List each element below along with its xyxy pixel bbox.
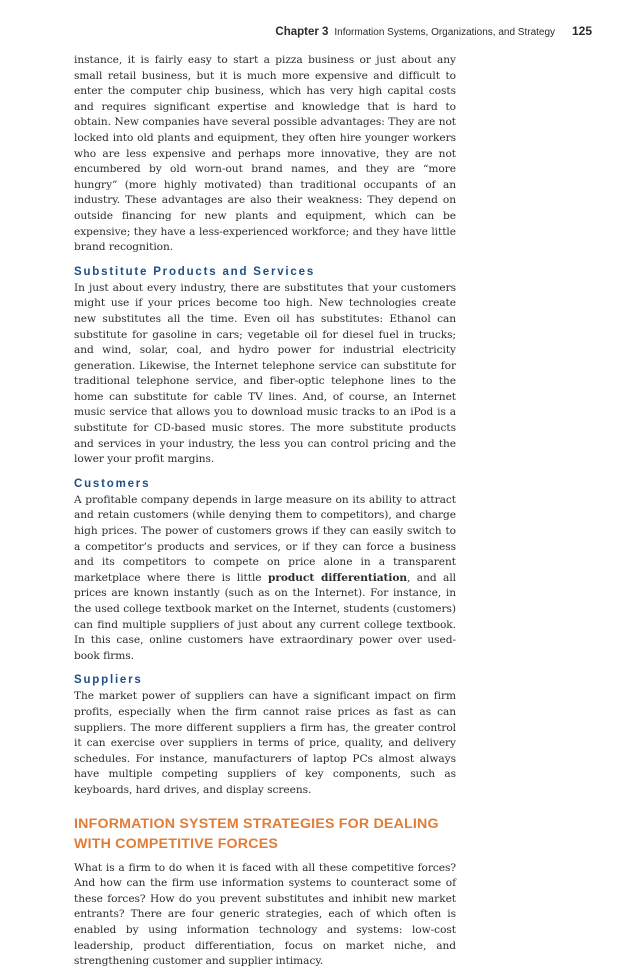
chapter-title: Information Systems, Organizations, and Strategy	[334, 27, 556, 38]
strategies-section-heading: INFORMATION SYSTEM STRATEGIES FOR DEALING WITH COMPETITIVE FORCES	[74, 815, 439, 852]
customers-heading: Customers	[74, 477, 151, 490]
suppliers-paragraph: The market power of suppliers can have a significant impact on firm profits, especially when the firm cannot raise prices as fast as can suppliers. The more different suppliers a firm has, the greater control it can exercise over suppliers in terms of price, quality, and delivery schedules. For instance, manufacturers of laptop PCs almost always have multiple competing suppliers of key components, such as keyboards, hard drives, and display screens.	[74, 690, 456, 796]
suppliers-heading: Suppliers	[74, 674, 143, 687]
customers-text-before: A profitable company depends in large measure on its ability to attract and retain customers (while denying them to competitors), and charge high prices. The power of customers grows if they can easily switch to a competitor’s products and services, or if they can force a business and its competitors to compete on price alone in a transparent marketplace where there is little	[74, 493, 456, 584]
customers-paragraph	[74, 493, 456, 665]
page-body	[74, 53, 456, 970]
substitutes-paragraph: In just about every industry, there are substitutes that your customers might use if your prices become too high. New technologies create new substitutes all the time. Even oil has substitutes: Ethanol can substitute for gasoline in cars; vegetable oil for diesel fuel in trucks; and wind, solar, coal, and hydro power for industrial electricity generation. Likewise, the Internet telephone service can substitute for traditional telephone service, and fiber-optic telephone lines to the home can substitute for cable TV lines. And, of course, an Internet music service that allows you to download music tracks to an iPod is a substitute for CD-based music stores. The more substitute products and services in your industry, the less you can control pricing and the lower your profit margins.	[74, 281, 456, 466]
chapter-label: Chapter 3	[275, 26, 329, 38]
page-number: 125	[571, 24, 592, 38]
running-header	[275, 24, 592, 38]
substitutes-heading: Substitute Products and Services	[74, 265, 316, 278]
strategies-paragraph: What is a firm to do when it is faced with all these competitive forces? And how can the firm use information systems to counteract some of these forces? How do you prevent substitutes and inhibit new market entrants? There are four generic strategies, each of which often is enabled by using information technology and systems: low-cost leadership, product differentiation, focus on market niche, and strengthening customer and supplier intimacy.	[74, 861, 456, 968]
key-term-product-differentiation: product differentiation	[268, 571, 407, 584]
intro-paragraph: instance, it is fairly easy to start a pizza business or just about any small retail business, but it is much more expensive and difficult to enter the computer chip business, which has very high capital costs and requires significant expertise and knowledge that is hard to obtain. New companies have several possible advantages: They are not locked into old plants and equipment, they often hire younger workers who are less expensive and perhaps more innovative, they are not encumbered by old worn-out brand names, and they are “more hungry” (more highly motivated) than traditional occupants of an industry. These advantages are also their weakness: They depend on outside financing for new plants and equipment, which can be expensive; they have a less-experienced workforce; and they have little brand recognition.	[74, 54, 456, 254]
customers-text-after: , and all prices are known instantly (such as on the Internet). For instance, in the used college textbook market on the Internet, students (customers) can find multiple suppliers of just about any current college textbook. In this case, online customers have extraordinary power over used-book firms.	[74, 571, 457, 662]
